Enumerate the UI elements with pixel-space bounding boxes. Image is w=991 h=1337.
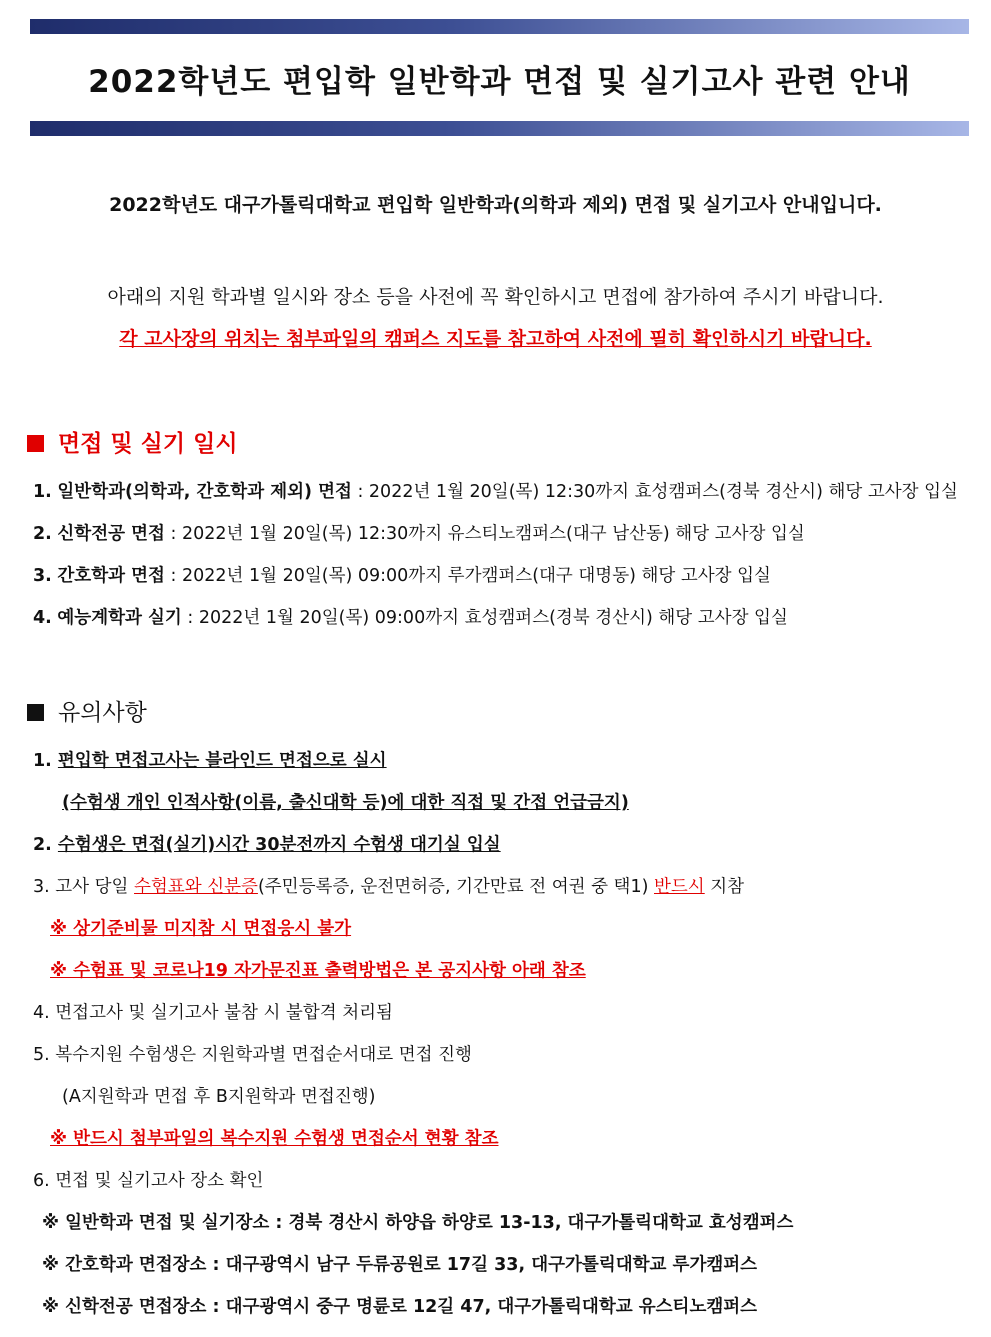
note-text: 고사 당일 [55,877,135,897]
schedule-item [33,604,788,629]
schedule-item-detail: : 2022년 1월 20일(목) 12:30까지 유스티노캠퍼스(대구 남산동) 해당 고사장 입실 [164,524,805,544]
note-highlight: 반드시 [654,877,705,897]
note-4: 4. 면접고사 및 실기고사 불참 시 불합격 처리됨 [33,1003,393,1023]
warning-text: ※ 상기준비물 미지참 시 면접응시 불가 [50,919,352,939]
note-6: 6. 면접 및 실기고사 장소 확인 [33,1171,264,1191]
map-notice: 각 고사장의 위치는 첨부파일의 캠퍼스 지도를 참고하여 사전에 필히 확인하시기 바랍니다. [119,328,872,350]
notes-heading-text: 유의사항 [58,700,147,726]
schedule-item [33,478,958,503]
note-1 [33,747,387,772]
schedule-item-label: 신학전공 면접 [57,524,165,544]
note-text: 수험생은 면접(실기)시간 30분전까지 수험생 대기실 입실 [57,835,501,855]
note-5-warning [50,1125,498,1150]
square-bullet-icon [27,435,44,452]
instruction-paragraph: 아래의 지원 학과별 일시와 장소 등을 사전에 꼭 확인하시고 면접에 참가하여 주시기 바랍니다. [107,286,884,308]
schedule-item-detail: : 2022년 1월 20일(목) 09:00까지 루가캠퍼스(대구 대명동) 해당 고사장 입실 [164,566,771,586]
note-5-sub: (A지원학과 면접 후 B지원학과 면접진행) [62,1087,376,1107]
note-1-sub: (수험생 개인 인적사항(이름, 출신대학 등)에 대한 직접 및 간접 언급금지) [62,793,629,813]
notes-heading [27,694,147,727]
intro-text: 2022학년도 대구가톨릭대학교 편입학 일반학과(의학과 제외) 면접 및 실기고사 안내입니다. [109,194,882,216]
schedule-item [33,520,805,545]
note-text: 지참 [704,877,745,897]
note-3-warning [50,957,586,982]
schedule-item-num: 3. [33,566,52,586]
note-2 [33,831,501,856]
place-item: ※ 신학전공 면접장소 : 대구광역시 중구 명륜로 12길 47, 대구가톨릭대학교 유스티노캠퍼스 [42,1297,758,1317]
schedule-item-detail: : 2022년 1월 20일(목) 09:00까지 효성캠퍼스(경북 경산시) 해당 고사장 입실 [181,608,788,628]
note-highlight: 수험표와 신분증 [134,877,258,897]
note-num: 2. [33,835,52,855]
note-5: 5. 복수지원 수험생은 지원학과별 면접순서대로 면접 진행 [33,1045,472,1065]
note-text: 편입학 면접고사는 블라인드 면접으로 실시 [57,751,387,771]
header-top-bar [30,19,969,34]
note-num: 3. [33,877,50,897]
square-bullet-icon [27,704,44,721]
header-bottom-bar [30,121,969,136]
schedule-heading-text: 면접 및 실기 일시 [58,431,238,457]
note-text: (주민등록증, 운전면허증, 기간만료 전 여권 중 택1) [257,877,654,897]
schedule-item-num: 4. [33,608,52,628]
note-num: 1. [33,751,52,771]
schedule-item-num: 1. [33,482,52,502]
note-3-warning [50,915,351,940]
schedule-item [33,562,771,587]
schedule-item-label: 간호학과 면접 [57,566,165,586]
schedule-item-detail: : 2022년 1월 20일(목) 12:30까지 효성캠퍼스(경북 경산시) 해당 고사장 입실 [351,482,958,502]
schedule-item-label: 일반학과(의학과, 간호학과 제외) 면접 [57,482,352,502]
warning-text: ※ 반드시 첨부파일의 복수지원 수험생 면접순서 현황 참조 [50,1129,499,1149]
place-item: ※ 일반학과 면접 및 실기장소 : 경북 경산시 하양읍 하양로 13-13, 대구가톨릭대학교 효성캠퍼스 [42,1213,794,1233]
place-item: ※ 간호학과 면접장소 : 대구광역시 남구 두류공원로 17길 33, 대구가톨릭대학교 루가캠퍼스 [42,1255,758,1275]
page-title: 2022학년도 편입학 일반학과 면접 및 실기고사 관련 안내 [88,64,911,100]
schedule-item-label: 예능계학과 실기 [57,608,182,628]
schedule-heading [27,425,238,458]
note-3 [33,873,744,898]
schedule-item-num: 2. [33,524,52,544]
warning-text: ※ 수험표 및 코로나19 자가문진표 출력방법은 본 공지사항 아래 참조 [50,961,586,981]
